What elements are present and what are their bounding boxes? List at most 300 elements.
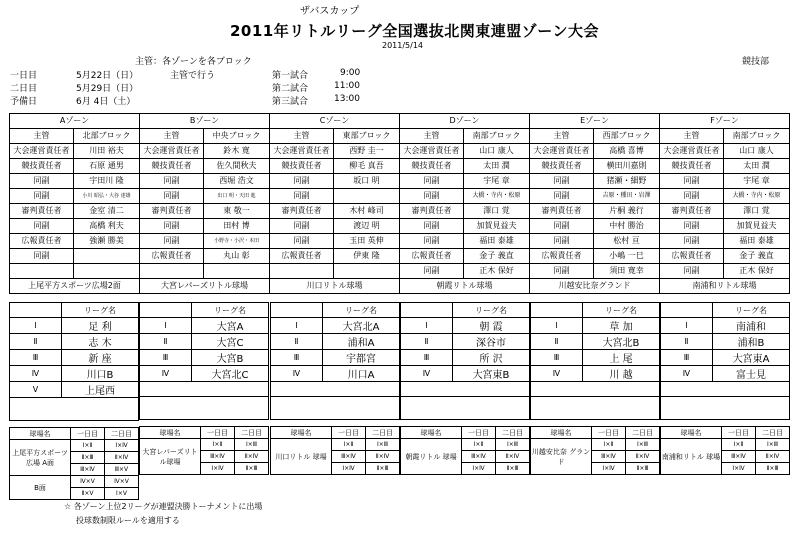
staff-name <box>74 249 140 264</box>
league-number: Ⅲ <box>531 350 583 366</box>
staff-name: 南部ブロック <box>724 129 790 144</box>
staff-name: 大橋・寺内・松原 <box>724 189 790 204</box>
staff-role: 主管 <box>660 129 724 144</box>
game-matchup: Ⅱ×Ⅲ <box>366 463 400 475</box>
venue-column-header: 二日目 <box>626 427 660 439</box>
game-matchup: Ⅰ×Ⅳ <box>201 463 235 475</box>
game-matchup: Ⅲ×Ⅳ <box>201 451 235 463</box>
league-table <box>9 302 139 421</box>
staff-role: 同副 <box>400 264 464 279</box>
staff-name: 鈴木 寛 <box>204 144 270 159</box>
league-table <box>530 302 660 420</box>
game-matchup: Ⅱ×Ⅳ <box>626 451 660 463</box>
staff-name: 木村 峰司 <box>334 204 400 219</box>
game-matchup: Ⅱ×Ⅲ <box>71 452 105 464</box>
league-number: Ⅰ <box>10 318 62 334</box>
schedule-date-2: 5月29日（日） <box>76 84 139 94</box>
staff-role: 大会運営責任者 <box>10 144 74 159</box>
empty-cell <box>453 382 530 397</box>
staff-role: 同副 <box>10 219 74 234</box>
empty-cell <box>401 303 453 318</box>
empty-cell <box>323 382 400 397</box>
game-matchup: Ⅲ×Ⅳ <box>592 451 626 463</box>
league-table <box>139 302 269 420</box>
league-number: Ⅰ <box>531 318 583 334</box>
empty-cell <box>271 382 323 397</box>
staff-role: 同副 <box>10 174 74 189</box>
staff-role: 大会運営責任者 <box>660 144 724 159</box>
venue-game-table <box>660 426 790 475</box>
venue-column-header: 球場名 <box>140 427 201 439</box>
game-matchup: Ⅱ×Ⅳ <box>366 451 400 463</box>
team-name: 富士見 <box>713 366 790 382</box>
game-matchup: Ⅰ×Ⅳ <box>592 463 626 475</box>
team-name: 川口A <box>323 366 400 382</box>
team-name: 上 尾 <box>583 350 660 366</box>
game-matchup: Ⅰ×Ⅳ <box>462 463 496 475</box>
league-number: Ⅳ <box>531 366 583 382</box>
league-table <box>400 302 530 420</box>
note-line-2: 投球数制限ルールを適用する <box>76 516 180 525</box>
zone-header: Dゾーン <box>400 114 530 129</box>
zone-header: Aゾーン <box>10 114 140 129</box>
venue-column-header: 二日目 <box>756 427 790 439</box>
staff-role: 同副 <box>270 234 334 249</box>
empty-cell <box>140 382 192 397</box>
game-matchup: Ⅰ×Ⅱ <box>71 440 105 452</box>
staff-role: 同副 <box>270 219 334 234</box>
staff-role: 同副 <box>530 219 594 234</box>
game-matchup: Ⅰ×Ⅱ <box>462 439 496 451</box>
team-name: 深谷市 <box>453 334 530 350</box>
game-matchup: Ⅱ×Ⅳ <box>235 451 269 463</box>
empty-cell <box>531 382 583 397</box>
game-matchup: Ⅰ×Ⅳ <box>722 463 756 475</box>
game-matchup: Ⅰ×Ⅱ <box>722 439 756 451</box>
staff-name: 高橋 利夫 <box>74 219 140 234</box>
venue-column-header: 一日目 <box>201 427 235 439</box>
staff-role: 大会運営責任者 <box>270 144 334 159</box>
staff-role: 同副 <box>10 249 74 264</box>
staff-role: 同副 <box>530 189 594 204</box>
staff-role: 同副 <box>400 234 464 249</box>
team-name: 大宮北C <box>192 366 269 382</box>
schedule-day-3: 予備日 <box>10 97 38 107</box>
staff-name: 金子 義直 <box>724 249 790 264</box>
venue-column-header: 球場名 <box>661 427 722 439</box>
staff-role: 広報責任者 <box>530 249 594 264</box>
league-header: リーグ名 <box>62 303 139 318</box>
staff-name: 吉原・種田・岩澤 <box>594 189 660 204</box>
league-number: Ⅰ <box>401 318 453 334</box>
staff-name: 横田川嘉則 <box>594 159 660 174</box>
league-number: Ⅳ <box>661 366 713 382</box>
staff-name: 正木 保好 <box>724 264 790 279</box>
staff-name: 福田 泰雄 <box>724 234 790 249</box>
league-group <box>270 302 399 475</box>
team-name: 南浦和 <box>713 318 790 334</box>
empty-cell <box>10 264 74 279</box>
zone-header: Eゾーン <box>530 114 660 129</box>
staff-role: 同副 <box>400 219 464 234</box>
staff-role: 広報責任者 <box>270 249 334 264</box>
staff-role: 競技責任者 <box>140 159 204 174</box>
staff-role: 主管 <box>10 129 74 144</box>
team-name: 新 座 <box>62 350 139 366</box>
empty-cell <box>204 264 270 279</box>
zone-header: Fゾーン <box>660 114 790 129</box>
league-number: Ⅰ <box>271 318 323 334</box>
league-number: Ⅱ <box>140 334 192 350</box>
game-matchup: Ⅰ×Ⅲ <box>626 439 660 451</box>
staff-role: 同副 <box>530 264 594 279</box>
staff-name: 小嶋 一巳 <box>594 249 660 264</box>
empty-cell <box>271 303 323 318</box>
game-matchup: Ⅰ×Ⅳ <box>105 440 139 452</box>
staff-role: 競技責任者 <box>530 159 594 174</box>
venue-game-table <box>9 427 139 500</box>
team-name: 上尾西 <box>62 382 139 398</box>
league-group <box>9 302 138 500</box>
cup-label: ザバスカップ <box>300 6 360 17</box>
zone-venue: 南浦和リトル球場 <box>660 279 790 294</box>
host-note: 主管：各ゾーンを各ブロック <box>135 57 252 67</box>
staff-role: 大会運営責任者 <box>400 144 464 159</box>
team-name: 足 利 <box>62 318 139 334</box>
league-number: Ⅳ <box>10 366 62 382</box>
game-matchup: Ⅰ×Ⅲ <box>496 439 530 451</box>
venue-name: 大宮レパーズリトル球場 <box>140 439 201 475</box>
staff-name: 中村 勝治 <box>594 219 660 234</box>
game-label-3: 第三試合 <box>272 97 309 107</box>
team-name: 志 木 <box>62 334 139 350</box>
staff-name: 澤口 覚 <box>464 204 530 219</box>
game-matchup: Ⅱ×Ⅳ <box>496 451 530 463</box>
venue-column-header: 一日目 <box>71 428 105 440</box>
team-name: 浦和B <box>713 334 790 350</box>
league-number: Ⅲ <box>10 350 62 366</box>
game-matchup: Ⅱ×Ⅲ <box>235 463 269 475</box>
game-matchup: Ⅰ×Ⅴ <box>105 488 139 500</box>
staff-role: 同副 <box>140 234 204 249</box>
staff-name: 渡辺 明 <box>334 219 400 234</box>
staff-name: 石原 通男 <box>74 159 140 174</box>
venue-column-header: 二日目 <box>366 427 400 439</box>
empty-cell <box>401 382 453 397</box>
venue-game-table <box>270 426 400 475</box>
schedule-date-3: 6月 4日（土） <box>76 97 136 107</box>
venue-column-header: 一日目 <box>332 427 366 439</box>
empty-cell <box>531 397 660 420</box>
department-label: 競技部 <box>742 57 770 67</box>
venue-name: 朝霞リトル 球場 <box>401 439 462 475</box>
venue-game-table <box>530 426 660 475</box>
staff-role: 大会運営責任者 <box>140 144 204 159</box>
venue-name: 川越安比奈 グランド <box>531 439 592 475</box>
game-time-3: 13:00 <box>334 94 360 104</box>
staff-name: 澤口 覚 <box>724 204 790 219</box>
staff-role: 同副 <box>660 219 724 234</box>
venue-column-header: 球場名 <box>401 427 462 439</box>
zone-venue: 川越安比奈グランド <box>530 279 660 294</box>
league-number: Ⅱ <box>401 334 453 350</box>
staff-role: 審判責任者 <box>660 204 724 219</box>
staff-role: 同副 <box>270 174 334 189</box>
staff-name: 小川 昭弘・大谷 達雄 <box>74 189 140 204</box>
staff-name: 田村 博 <box>204 219 270 234</box>
staff-name: 片桐 義行 <box>594 204 660 219</box>
staff-name: 山口 康人 <box>724 144 790 159</box>
staff-role: 審判責任者 <box>270 204 334 219</box>
venue-column-header: 二日目 <box>496 427 530 439</box>
empty-cell <box>531 303 583 318</box>
staff-name: 出口 明・天田 進 <box>204 189 270 204</box>
game-matchup: Ⅲ×Ⅳ <box>462 451 496 463</box>
league-number: Ⅳ <box>271 366 323 382</box>
team-name: 浦和A <box>323 334 400 350</box>
game-matchup: Ⅱ×Ⅲ <box>756 463 790 475</box>
zone-header: Bゾーン <box>140 114 270 129</box>
staff-name: 柳毛 真吾 <box>334 159 400 174</box>
staff-name: 川田 裕夫 <box>74 144 140 159</box>
staff-role: 審判責任者 <box>10 204 74 219</box>
team-name: 大宮B <box>192 350 269 366</box>
venue-column-header: 球場名 <box>271 427 332 439</box>
game-time-1: 9:00 <box>340 68 361 78</box>
empty-cell <box>661 303 713 318</box>
venue-column-header: 球場名 <box>10 428 71 440</box>
staff-role: 同副 <box>660 174 724 189</box>
staff-role: 主管 <box>140 129 204 144</box>
league-number: Ⅳ <box>140 366 192 382</box>
game-matchup: Ⅲ×Ⅴ <box>105 464 139 476</box>
team-name: 大宮北B <box>583 334 660 350</box>
empty-cell <box>271 397 400 420</box>
empty-cell <box>192 382 269 397</box>
staff-name: 丸山 彰 <box>204 249 270 264</box>
empty-cell <box>140 397 269 420</box>
venue-name: 上尾平方スポーツ広場 A面 <box>10 440 71 476</box>
schedule-date-1: 5月22日（日） <box>76 71 139 81</box>
venue-name-secondary: B面 <box>10 476 71 500</box>
league-header: リーグ名 <box>323 303 400 318</box>
game-label-1: 第一試合 <box>272 71 309 81</box>
game-matchup: Ⅲ×Ⅳ <box>71 464 105 476</box>
venue-column-header: 球場名 <box>531 427 592 439</box>
staff-role: 審判責任者 <box>140 204 204 219</box>
league-number: Ⅰ <box>661 318 713 334</box>
league-table <box>660 302 790 420</box>
staff-role: 同副 <box>10 189 74 204</box>
game-matchup: Ⅰ×Ⅲ <box>366 439 400 451</box>
zone-venue: 川口リトル球場 <box>270 279 400 294</box>
league-number: Ⅱ <box>271 334 323 350</box>
staff-role: 競技責任者 <box>400 159 464 174</box>
staff-role: 主管 <box>530 129 594 144</box>
game-matchup: Ⅱ×Ⅳ <box>105 452 139 464</box>
staff-role: 主管 <box>400 129 464 144</box>
staff-name: 宇尾 章 <box>724 174 790 189</box>
staff-name: 金子 義直 <box>464 249 530 264</box>
team-name: 朝 霞 <box>453 318 530 334</box>
staff-role: 審判責任者 <box>400 204 464 219</box>
staff-name: 宇尾 章 <box>464 174 530 189</box>
game-matchup: Ⅱ×Ⅲ <box>496 463 530 475</box>
staff-name: 宇田川 隆 <box>74 174 140 189</box>
game-matchup: Ⅰ×Ⅱ <box>201 439 235 451</box>
game-matchup: Ⅰ×Ⅳ <box>332 463 366 475</box>
zone-venue: 上尾平方スポーツ広場2面 <box>10 279 140 294</box>
venue-game-table <box>400 426 530 475</box>
staff-role: 主管 <box>270 129 334 144</box>
staff-name: 東 敬一 <box>204 204 270 219</box>
empty-cell <box>713 382 790 397</box>
empty-cell <box>334 264 400 279</box>
league-number: Ⅱ <box>10 334 62 350</box>
game-matchup: Ⅳ×Ⅴ <box>71 476 105 488</box>
staff-role: 競技責任者 <box>10 159 74 174</box>
staff-name: 山口 康人 <box>464 144 530 159</box>
staff-name: 大橋・寺内・松原 <box>464 189 530 204</box>
staff-name: 高橋 喜博 <box>594 144 660 159</box>
staff-role: 広報責任者 <box>400 249 464 264</box>
league-number: Ⅲ <box>271 350 323 366</box>
staff-name: 須田 寛幸 <box>594 264 660 279</box>
schedule-note-1: 主管で行う <box>170 71 216 81</box>
staff-name: 小野寺・小沢・本田 <box>204 234 270 249</box>
staff-name: 太田 潤 <box>464 159 530 174</box>
game-matchup: Ⅲ×Ⅳ <box>332 451 366 463</box>
game-matchup: Ⅱ×Ⅳ <box>756 451 790 463</box>
staff-role: 同副 <box>660 264 724 279</box>
game-matchup: Ⅰ×Ⅲ <box>756 439 790 451</box>
game-time-2: 11:00 <box>334 81 360 91</box>
zone-staff-table <box>9 113 790 294</box>
empty-cell <box>270 264 334 279</box>
empty-cell <box>140 264 204 279</box>
staff-name: 福田 泰雄 <box>464 234 530 249</box>
empty-cell <box>10 398 139 421</box>
league-number: Ⅰ <box>140 318 192 334</box>
game-matchup: Ⅰ×Ⅲ <box>235 439 269 451</box>
staff-name: 佐久間秋夫 <box>204 159 270 174</box>
league-header: リーグ名 <box>453 303 530 318</box>
league-group <box>139 302 268 475</box>
staff-name: 正木 保好 <box>464 264 530 279</box>
staff-role: 広報責任者 <box>140 249 204 264</box>
staff-role: 同副 <box>400 189 464 204</box>
team-name: 大宮A <box>192 318 269 334</box>
zone-venue: 朝霞リトル球場 <box>400 279 530 294</box>
empty-cell <box>583 382 660 397</box>
league-table <box>270 302 400 420</box>
document-date: 2011/5/14 <box>382 41 424 50</box>
staff-role: 競技責任者 <box>660 159 724 174</box>
venue-name: 川口リトル 球場 <box>271 439 332 475</box>
empty-cell <box>10 303 62 318</box>
team-name: 大宮東A <box>713 350 790 366</box>
venue-column-header: 一日目 <box>722 427 756 439</box>
staff-role: 広報責任者 <box>10 234 74 249</box>
game-matchup: Ⅲ×Ⅳ <box>722 451 756 463</box>
team-name: 所 沢 <box>453 350 530 366</box>
venue-column-header: 一日目 <box>592 427 626 439</box>
staff-name: 西堀 浩文 <box>204 174 270 189</box>
schedule-day-1: 一日目 <box>10 71 38 81</box>
note-line-1: ☆ 各ゾーン上位2リーグが連盟決勝トーナメントに出場 <box>64 502 263 511</box>
staff-name: 西野 圭一 <box>334 144 400 159</box>
league-header: リーグ名 <box>192 303 269 318</box>
staff-role: 同副 <box>400 174 464 189</box>
staff-role: 同副 <box>660 234 724 249</box>
staff-name: 伊東 隆 <box>334 249 400 264</box>
league-header: リーグ名 <box>583 303 660 318</box>
staff-name: 中央ブロック <box>204 129 270 144</box>
league-number: Ⅱ <box>531 334 583 350</box>
staff-name: 金室 清二 <box>74 204 140 219</box>
team-name: 大宮東B <box>453 366 530 382</box>
staff-role: 同副 <box>140 174 204 189</box>
team-name: 川口B <box>62 366 139 382</box>
staff-name: 太田 潤 <box>724 159 790 174</box>
empty-cell <box>74 264 140 279</box>
game-matchup: Ⅰ×Ⅱ <box>592 439 626 451</box>
league-group <box>400 302 529 475</box>
league-number: Ⅲ <box>401 350 453 366</box>
staff-name: 加賀見益夫 <box>464 219 530 234</box>
staff-role: 同副 <box>140 219 204 234</box>
league-number: Ⅱ <box>661 334 713 350</box>
game-matchup: Ⅱ×Ⅴ <box>71 488 105 500</box>
game-matchup: Ⅰ×Ⅱ <box>332 439 366 451</box>
staff-name: 西部ブロック <box>594 129 660 144</box>
game-matchup: Ⅳ×Ⅴ <box>105 476 139 488</box>
staff-name: 坂口 明 <box>334 174 400 189</box>
team-name: 大宮C <box>192 334 269 350</box>
staff-name: 松村 亘 <box>594 234 660 249</box>
staff-role: 同副 <box>530 174 594 189</box>
staff-role: 広報責任者 <box>660 249 724 264</box>
league-header: リーグ名 <box>713 303 790 318</box>
league-number: Ⅳ <box>401 366 453 382</box>
venue-name: 南浦和リトル 球場 <box>661 439 722 475</box>
staff-name: 強瀬 勝美 <box>74 234 140 249</box>
empty-cell <box>401 397 530 420</box>
staff-name: 東部ブロック <box>334 129 400 144</box>
staff-role: 競技責任者 <box>270 159 334 174</box>
league-group <box>660 302 789 475</box>
empty-cell <box>140 303 192 318</box>
staff-role: 同副 <box>660 189 724 204</box>
venue-column-header: 一日目 <box>462 427 496 439</box>
page-title: 2011年リトルリーグ全国選抜北関東連盟ゾーン大会 <box>230 22 599 40</box>
staff-role: 同副 <box>270 189 334 204</box>
staff-role: 同副 <box>530 234 594 249</box>
staff-name: 加賀見益夫 <box>724 219 790 234</box>
game-label-2: 第二試合 <box>272 84 309 94</box>
staff-name: 猪瀬・細野 <box>594 174 660 189</box>
staff-role: 大会運営責任者 <box>530 144 594 159</box>
venue-game-table <box>139 426 269 475</box>
team-name: 草 加 <box>583 318 660 334</box>
zone-venue: 大宮レパーズリトル球場 <box>140 279 270 294</box>
game-matchup: Ⅱ×Ⅲ <box>626 463 660 475</box>
team-name: 川 越 <box>583 366 660 382</box>
zone-header: Cゾーン <box>270 114 400 129</box>
league-number: Ⅴ <box>10 382 62 398</box>
team-name: 大宮北A <box>323 318 400 334</box>
staff-name: 玉田 英伸 <box>334 234 400 249</box>
